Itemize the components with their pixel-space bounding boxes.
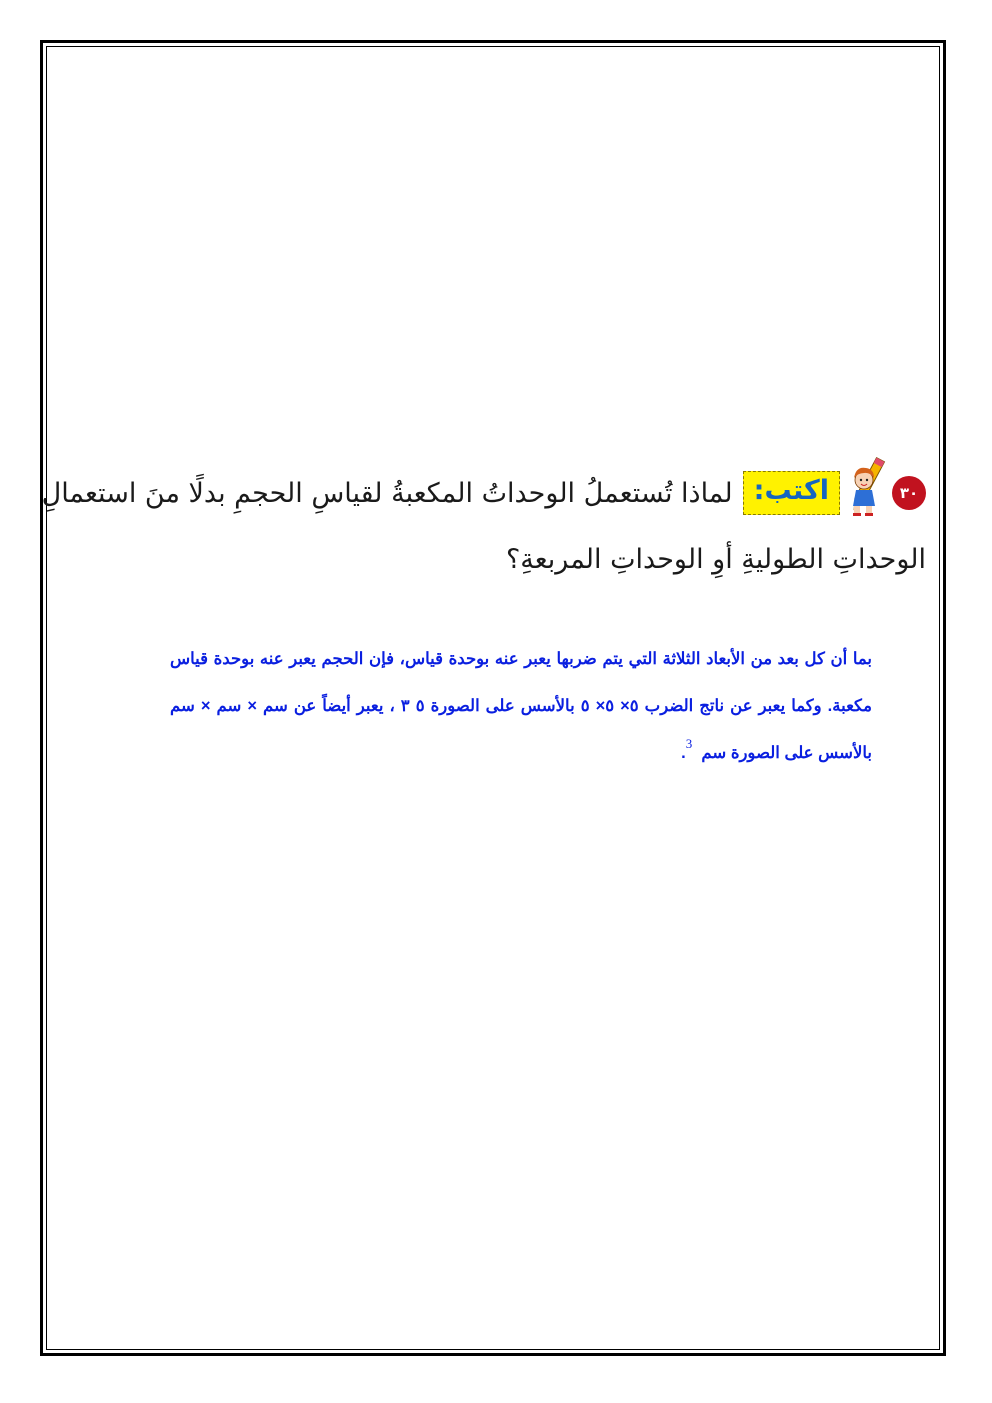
answer-paragraph	[170, 636, 872, 777]
pencil-character-icon	[842, 454, 890, 518]
write-label: اكتب:	[743, 471, 840, 515]
answer-end-mark: .	[681, 744, 686, 762]
question-block	[41, 462, 926, 590]
question-text-line-1: لماذا تُستعملُ الوحداتُ المكعبةُ لقياسِ الحجمِ بدلًا منَ استعمالِ	[41, 477, 733, 509]
question-number-badge: ٣٠	[892, 476, 926, 510]
question-text-line-2: الوحداتِ الطوليةِ أوِ الوحداتِ المربعةِ؟	[505, 543, 926, 575]
question-line-1	[41, 462, 926, 524]
cubic-exponent: 3	[685, 736, 693, 751]
question-line-2	[70, 528, 926, 590]
answer-text: بما أن كل بعد من الأبعاد الثلاثة التي يتم ضربها يعبر عنه بوحدة قياس، فإن الحجم يعبر عنه بوحدة قياس مكعبة. وكما يعبر عن ناتج الضرب ٥× ٥× ٥ بالأسس على الصورة ٥ ٣ ، يعبر أيضاً عن سم × سم × سم بالأسس على الصورة سم	[170, 650, 872, 762]
